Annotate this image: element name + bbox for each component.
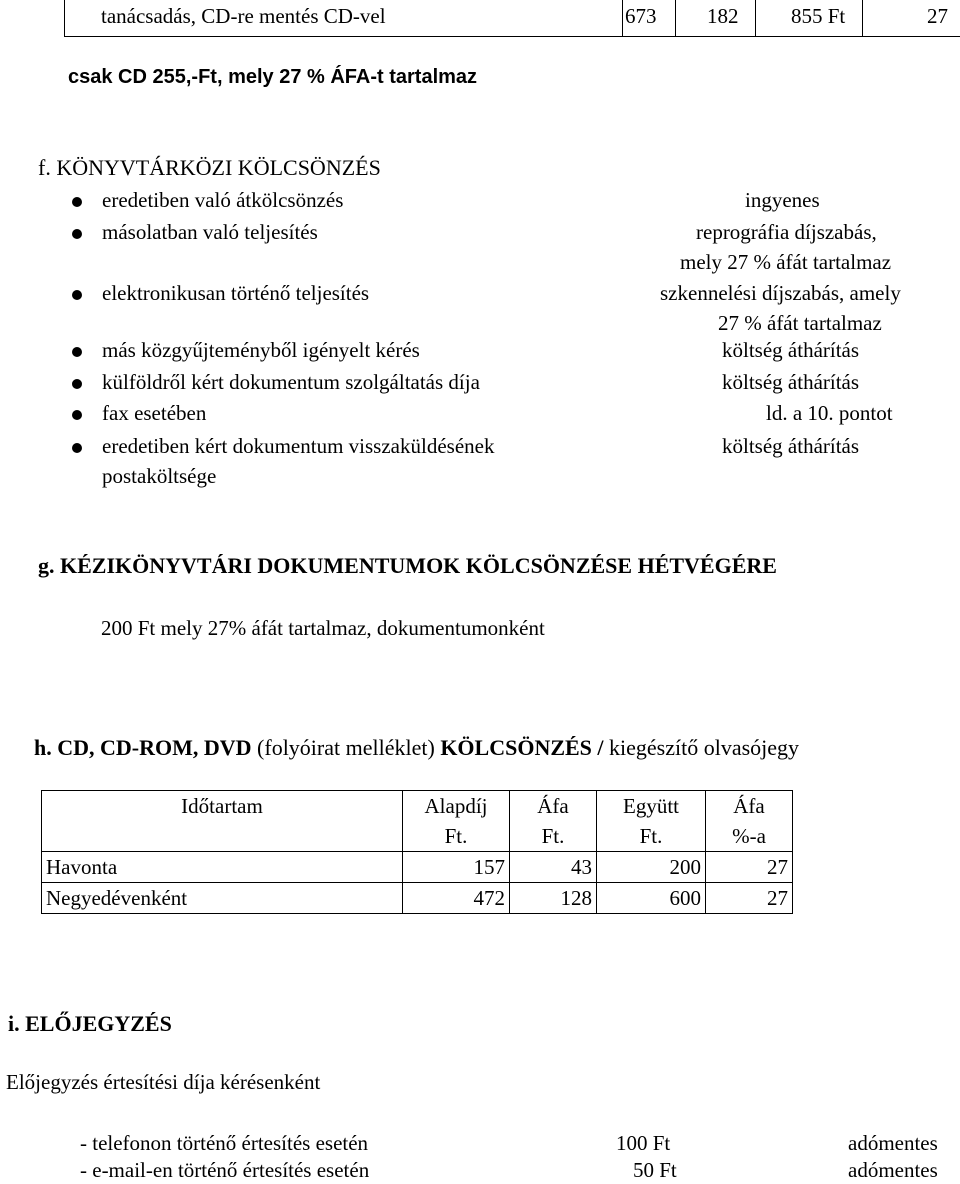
bullet-icon	[72, 379, 82, 389]
list-item-value-cont: 27 % áfát tartalmaz	[718, 311, 882, 335]
table-header-row	[42, 791, 793, 852]
section-i-title: i. ELŐJEGYZÉS	[8, 1011, 172, 1036]
table-cell: 43	[510, 852, 597, 883]
header-cell: Alapdíj Ft.	[403, 791, 510, 852]
top-table-row	[64, 0, 960, 37]
list-item-value: szkennelési díjszabás, amely	[660, 281, 901, 305]
table-cell: Havonta	[42, 852, 403, 883]
header-cell: Áfa Ft.	[510, 791, 597, 852]
list-item-tax: adómentes	[848, 1158, 938, 1182]
divider	[675, 0, 676, 36]
section-f-title: f. KÖNYVTÁRKÖZI KÖLCSÖNZÉS	[38, 155, 381, 180]
header-cell: Együtt Ft.	[597, 791, 706, 852]
bullet-icon	[72, 347, 82, 357]
table-row	[42, 852, 793, 883]
row-label: tanácsadás, CD-re mentés CD-vel	[101, 4, 386, 28]
row-value-3: 855 Ft	[791, 4, 846, 28]
bullet-icon	[72, 197, 82, 207]
list-item-label: külföldről kért dokumentum szolgáltatás díja	[102, 370, 480, 394]
table-cell: 27	[706, 852, 793, 883]
title-part: kiegészítő olvasójegy	[609, 735, 800, 760]
list-item-label: eredetiben kért dokumentum visszaküldésének	[102, 434, 495, 458]
table-cell: 128	[510, 883, 597, 914]
list-item-value: költség áthárítás	[722, 370, 860, 394]
list-item-value: ingyenes	[745, 188, 820, 212]
list-item-label: - telefonon történő értesítés esetén	[80, 1131, 369, 1155]
table-cell: 200	[597, 852, 706, 883]
table-cell: 472	[403, 883, 510, 914]
list-item-tax: adómentes	[848, 1131, 938, 1155]
bullet-icon	[72, 410, 82, 420]
bullet-icon	[72, 443, 82, 453]
table-row	[42, 883, 793, 914]
divider	[622, 0, 623, 36]
list-item-label-cont: postaköltsége	[102, 464, 217, 488]
header-cell: Időtartam	[42, 791, 403, 852]
list-item-value: ld. a 10. pontot	[766, 401, 893, 425]
header-cell: Áfa %-a	[706, 791, 793, 852]
list-item-label: másolatban való teljesítés	[102, 220, 318, 244]
row-value-2: 182	[707, 4, 739, 28]
section-h-title	[34, 735, 799, 761]
table-cell: 27	[706, 883, 793, 914]
list-item-price: 100 Ft	[616, 1131, 671, 1155]
section-g-text: 200 Ft mely 27% áfát tartalmaz, dokumentumonként	[101, 616, 545, 640]
row-value-4: 27	[927, 4, 948, 28]
list-item-label: eredetiben való átkölcsönzés	[102, 188, 344, 212]
section-i-subtitle: Előjegyzés értesítési díja kérésenként	[6, 1070, 321, 1094]
list-item-label: más közgyűjteményből igényelt kérés	[102, 338, 420, 362]
section-g-title: g. KÉZIKÖNYVTÁRI DOKUMENTUMOK KÖLCSÖNZÉSE HÉTVÉGÉRE	[38, 553, 777, 578]
table-cell: 157	[403, 852, 510, 883]
bullet-icon	[72, 229, 82, 239]
table-cell: Negyedévenként	[42, 883, 403, 914]
divider	[862, 0, 863, 36]
title-part: h. CD, CD-ROM, DVD	[34, 735, 252, 760]
list-item-price: 50 Ft	[633, 1158, 677, 1182]
list-item-value: reprográfia díjszabás,	[696, 220, 877, 244]
list-item-label: - e-mail-en történő értesítés esetén	[80, 1158, 370, 1182]
list-item-label: fax esetében	[102, 401, 207, 425]
list-item-value-cont: mely 27 % áfát tartalmaz	[680, 250, 892, 274]
title-part: (folyóirat melléklet)	[257, 735, 435, 760]
cd-note: csak CD 255,-Ft, mely 27 % ÁFA-t tartalmaz	[68, 66, 478, 88]
list-item-value: költség áthárítás	[722, 338, 860, 362]
cd-borrowing-table	[41, 790, 793, 914]
list-item-label: elektronikusan történő teljesítés	[102, 281, 370, 305]
row-value-1: 673	[625, 4, 657, 28]
bullet-icon	[72, 290, 82, 300]
title-part: KÖLCSÖNZÉS /	[440, 735, 604, 760]
divider	[755, 0, 756, 36]
table-cell: 600	[597, 883, 706, 914]
list-item-value: költség áthárítás	[722, 434, 860, 458]
